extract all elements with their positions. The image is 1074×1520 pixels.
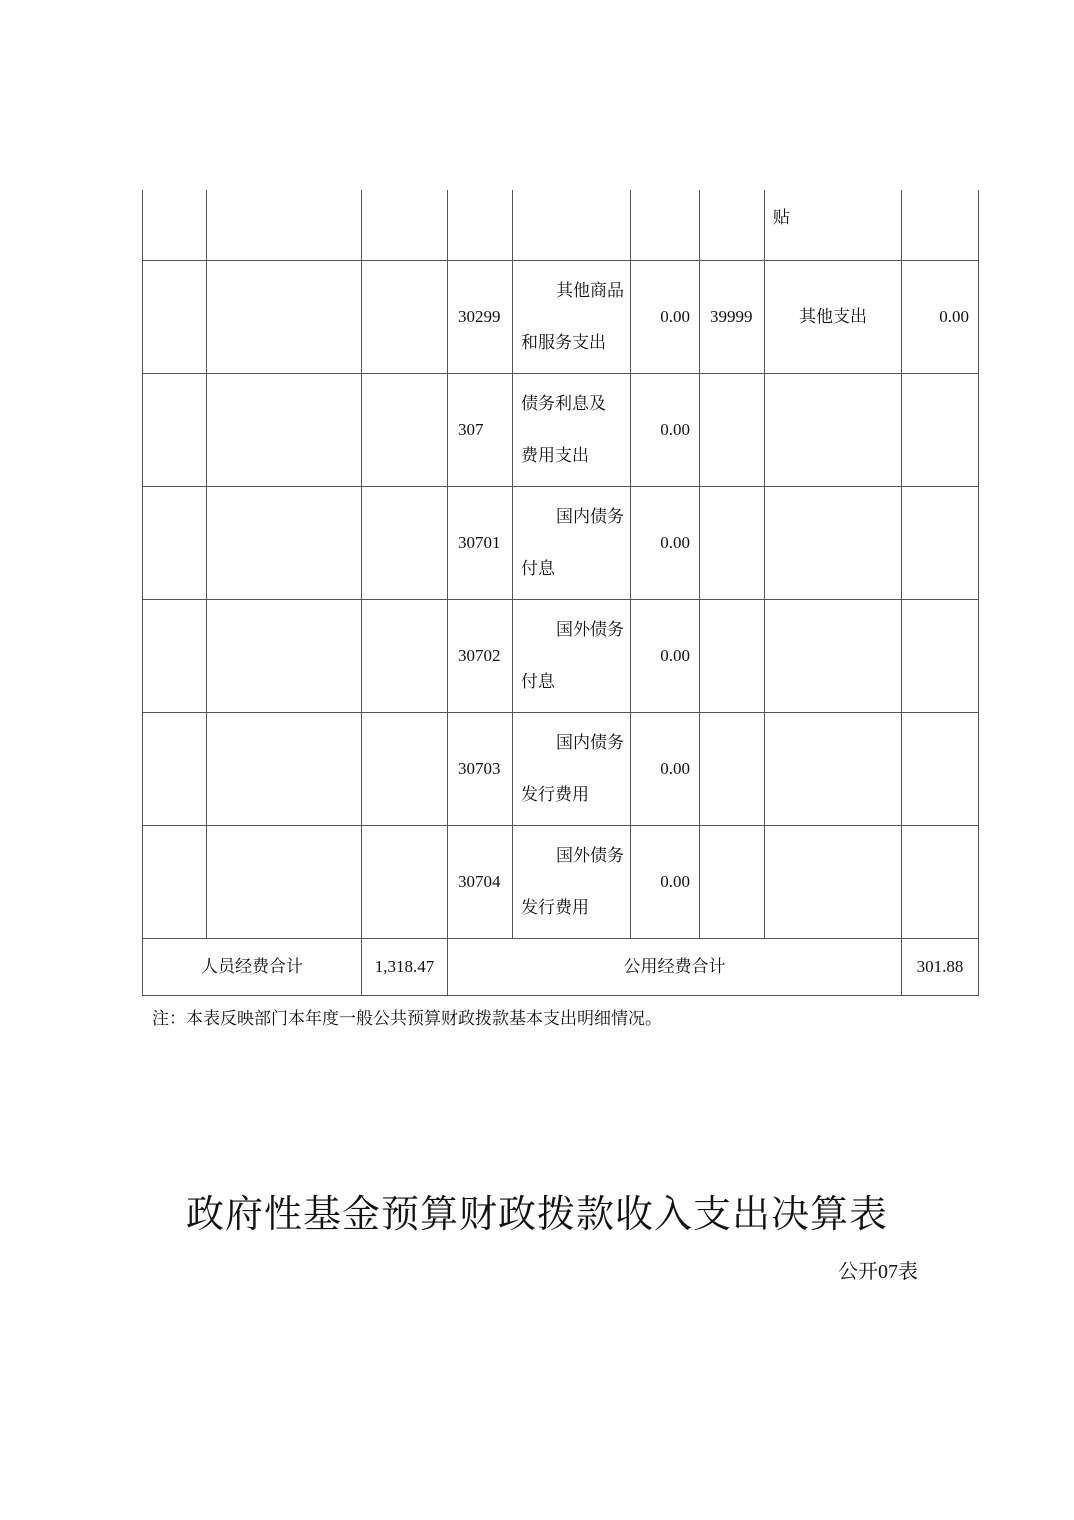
table-row (143, 261, 979, 374)
econ-code-cell: 30703 (448, 713, 513, 826)
econ-name-cell-2 (765, 600, 902, 713)
table-row (143, 487, 979, 600)
econ-name-cell-2 (765, 713, 902, 826)
amount-cell-2 (902, 487, 979, 600)
econ-code-cell: 30704 (448, 826, 513, 939)
econ-code-cell: 30701 (448, 487, 513, 600)
amount-cell-2 (902, 600, 979, 713)
table-row (143, 713, 979, 826)
amount-cell-2 (902, 826, 979, 939)
public-total-label: 公用经费合计 (448, 939, 902, 996)
econ-name-cell-2: 其他支出 (765, 261, 902, 374)
econ-name-cell-2 (765, 487, 902, 600)
totals-row (143, 939, 979, 996)
amount-cell: 0.00 (631, 374, 700, 487)
table-number: 公开07表 (838, 1259, 918, 1283)
econ-code-cell: 30299 (448, 261, 513, 374)
econ-code-cell: 30702 (448, 600, 513, 713)
amount-cell: 0.00 (631, 261, 700, 374)
econ-code-cell-2 (700, 826, 765, 939)
section-title: 政府性基金预算财政拨款收入支出决算表 (185, 1192, 888, 1236)
econ-name-cell: 其他商品 和服务支出 (513, 261, 631, 374)
amount-cell-2 (902, 374, 979, 487)
table-row-continued (143, 190, 979, 261)
econ-code-cell: 307 (448, 374, 513, 487)
amount-cell-2 (902, 713, 979, 826)
econ-code-cell-2: 39999 (700, 261, 765, 374)
econ-name-cell: 国内债务 发行费用 (513, 713, 631, 826)
table-note: 注：本表反映部门本年度一般公共预算财政拨款基本支出明细情况。 (152, 1009, 662, 1029)
amount-cell: 0.00 (631, 713, 700, 826)
amount-cell: 0.00 (631, 600, 700, 713)
econ-name-cell-2 (765, 826, 902, 939)
table-row (143, 374, 979, 487)
expenditure-detail-table (142, 190, 979, 996)
econ-name-cell: 国内债务 付息 (513, 487, 631, 600)
econ-code-cell-2 (700, 374, 765, 487)
amount-cell: 0.00 (631, 487, 700, 600)
amount-cell-2: 0.00 (902, 261, 979, 374)
econ-name-cell: 国外债务 发行费用 (513, 826, 631, 939)
econ-name-cell: 贴 (765, 190, 902, 261)
public-total-value: 301.88 (902, 939, 979, 996)
personnel-total-label: 人员经费合计 (143, 939, 362, 996)
econ-name-cell: 债务利息及 费用支出 (513, 374, 631, 487)
econ-name-cell-2 (765, 374, 902, 487)
econ-code-cell-2 (700, 600, 765, 713)
econ-code-cell-2 (700, 487, 765, 600)
table-row (143, 600, 979, 713)
table-row (143, 826, 979, 939)
econ-code-cell-2 (700, 713, 765, 826)
econ-name-cell: 国外债务 付息 (513, 600, 631, 713)
personnel-total-value: 1,318.47 (362, 939, 448, 996)
amount-cell: 0.00 (631, 826, 700, 939)
